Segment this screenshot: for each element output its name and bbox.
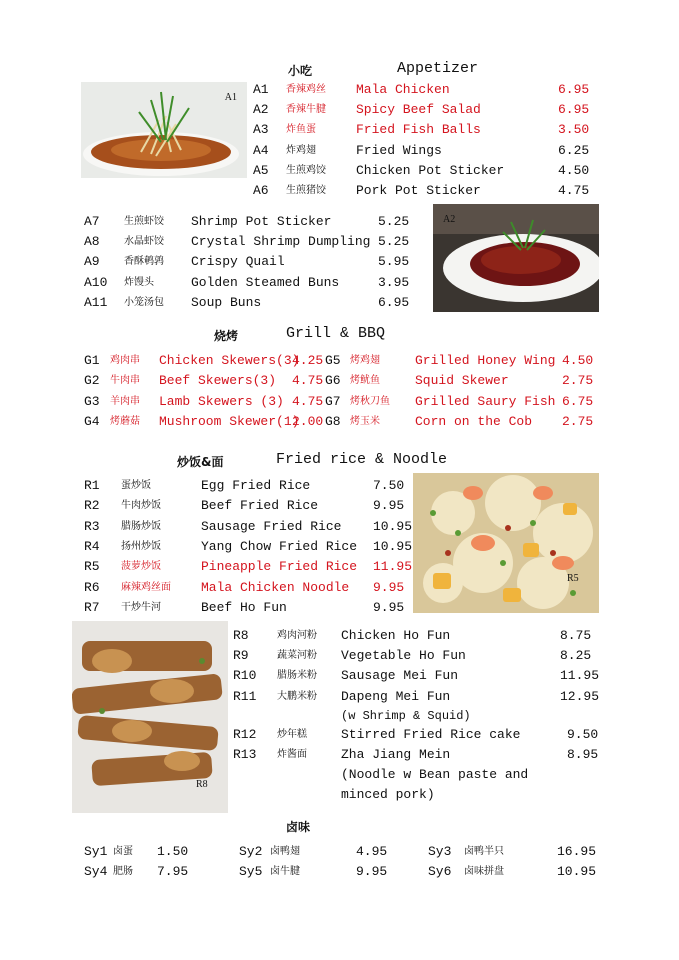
photo-a2	[433, 204, 599, 312]
item-price: 4.50	[558, 162, 590, 178]
item-name-zh: 烤秋刀鱼	[350, 395, 390, 407]
item-name-zh: 牛肉串	[110, 375, 140, 387]
item-name-en: Lamb Skewers (3)	[159, 393, 284, 409]
item-name-zh: 炸酱面	[277, 749, 307, 760]
item-price: 3.50	[558, 122, 590, 138]
item-code: R8	[233, 628, 249, 643]
item-name-en: Egg Fried Rice	[201, 478, 311, 493]
item-price: 2.75	[562, 413, 594, 429]
item-price: 11.95	[560, 668, 600, 684]
item-name-en: Mala Chicken	[356, 82, 450, 97]
item-name-zh: 蛋炒饭	[121, 480, 151, 491]
item-price: 9.95	[356, 864, 388, 879]
braised-title-zh: 卤味	[286, 820, 311, 834]
photo-r8	[72, 621, 228, 813]
item-name-en: Golden Steamed Buns	[191, 274, 340, 290]
item-price: 10.95	[373, 518, 413, 534]
photo-r5	[413, 473, 599, 613]
item-name-en: Fried Wings	[356, 142, 442, 158]
item-code: G5	[325, 353, 341, 368]
item-name-en: Mushroom Skewer(1)	[159, 413, 300, 429]
item-code: Sy4	[84, 864, 108, 879]
item-code: Sy5	[239, 864, 263, 879]
item-name-zh: 菠萝炒饭	[121, 561, 161, 573]
photo-r5-label: R5	[567, 573, 579, 584]
item-price: 4.75	[292, 373, 324, 389]
item-code: A5	[253, 162, 269, 178]
item-code: R2	[84, 498, 100, 514]
item-price: 3.95	[378, 274, 410, 290]
item-price: 4.95	[356, 844, 388, 859]
item-code: G3	[84, 393, 100, 409]
grill-title-zh: 烧烤	[214, 329, 239, 343]
item-name-zh: 卤鸭半只	[464, 846, 504, 857]
item-name-zh: 牛肉炒饭	[121, 500, 161, 512]
item-name-en: Beef Ho Fun	[201, 599, 287, 615]
item-code: R12	[233, 727, 257, 742]
item-price: 2.75	[562, 373, 594, 389]
item-name-zh: 生煎虾饺	[124, 216, 164, 227]
item-name-zh: 鸡肉串	[110, 355, 140, 366]
item-price: 4.25	[292, 353, 324, 368]
item-price: 10.95	[373, 538, 413, 554]
item-name-en: Stirred Fried Rice cake	[341, 727, 521, 742]
item-price: 5.25	[378, 234, 410, 250]
item-name-en: Spicy Beef Salad	[356, 102, 481, 118]
item-price: 9.95	[373, 599, 405, 615]
item-name-en: Corn on the Cob	[415, 413, 533, 429]
item-price: 2.00	[292, 413, 324, 429]
item-price: 8.95	[567, 747, 599, 762]
item-code: A9	[84, 254, 100, 270]
item-name-en: Shrimp Pot Sticker	[191, 214, 332, 229]
item-name-zh: 香酥鹌鹑	[124, 256, 164, 268]
item-code: R9	[233, 648, 249, 664]
appetizer-title-zh: 小吃	[288, 64, 313, 78]
item-code: A3	[253, 122, 269, 138]
item-name-en: Fried Fish Balls	[356, 122, 481, 138]
item-price: 4.50	[562, 353, 594, 368]
item-code: R13	[233, 747, 257, 762]
item-name-zh: 小笼汤包	[124, 296, 164, 308]
item-price: 8.25	[560, 648, 592, 664]
item-price: 6.75	[562, 393, 594, 409]
item-code: Sy2	[239, 844, 263, 859]
photo-a2-label: A2	[443, 214, 456, 225]
item-code: A10	[84, 274, 108, 290]
item-code: R11	[233, 688, 257, 704]
item-price: 6.25	[558, 142, 590, 158]
item-name-zh: 干炒牛河	[121, 601, 161, 613]
item-name-zh: 卤鸭翅	[270, 846, 300, 857]
item-code: R4	[84, 538, 100, 554]
item-name-zh: 香辣鸡丝	[286, 84, 326, 95]
photo-a1	[81, 82, 247, 178]
item-price: 7.95	[157, 864, 189, 879]
item-name-en: Pork Pot Sticker	[356, 183, 481, 198]
item-name-zh: 大鹏米粉	[277, 690, 317, 702]
r13-note-2: minced pork)	[341, 787, 435, 802]
photo-r8-label: R8	[196, 779, 208, 790]
item-name-zh: 烤蘑菇	[110, 415, 140, 427]
item-code: G4	[84, 413, 100, 429]
item-price: 8.75	[560, 628, 592, 643]
item-name-zh: 肥肠	[113, 866, 133, 877]
item-name-zh: 水晶虾饺	[124, 236, 164, 248]
item-name-zh: 羊肉串	[110, 395, 140, 407]
item-code: A11	[84, 294, 108, 310]
item-code: R1	[84, 478, 100, 493]
item-code: R3	[84, 518, 100, 534]
item-name-en: Vegetable Ho Fun	[341, 648, 466, 664]
item-name-en: Chicken Pot Sticker	[356, 162, 505, 178]
item-price: 11.95	[373, 559, 413, 575]
item-code: R7	[84, 599, 100, 615]
item-price: 9.95	[373, 498, 405, 514]
item-code: A7	[84, 214, 100, 229]
rice-title-zh: 炒饭&面	[177, 455, 224, 469]
item-code: A4	[253, 142, 269, 158]
item-price: 12.95	[560, 688, 600, 704]
item-name-en: Soup Buns	[191, 294, 262, 310]
grill-title-en: Grill & BBQ	[286, 325, 386, 342]
item-name-zh: 扬州炒饭	[121, 540, 161, 552]
item-name-en: Chicken Ho Fun	[341, 628, 451, 643]
item-name-zh: 腊肠米粉	[277, 670, 317, 682]
r13-note-1: (Noodle w Bean paste and	[341, 767, 529, 782]
item-name-en: Sausage Fried Rice	[201, 518, 342, 534]
item-code: A1	[253, 82, 269, 97]
item-code: A2	[253, 102, 269, 118]
item-name-zh: 生煎鸡饺	[286, 164, 326, 176]
appetizer-title-en: Appetizer	[397, 60, 479, 77]
item-name-zh: 生煎猪饺	[286, 185, 326, 196]
item-price: 6.95	[558, 82, 590, 97]
item-name-en: Grilled Saury Fish	[415, 393, 556, 409]
item-name-en: Chicken Skewers(3)	[159, 353, 300, 368]
item-name-zh: 烤鱿鱼	[350, 375, 380, 387]
item-name-en: Dapeng Mei Fun	[341, 688, 451, 704]
rice-title-en: Fried rice & Noodle	[276, 451, 448, 468]
item-price: 1.50	[157, 844, 189, 859]
item-code: Sy3	[428, 844, 452, 859]
item-name-zh: 烤玉米	[350, 415, 380, 427]
item-name-en: Grilled Honey Wing	[415, 353, 556, 368]
item-name-zh: 蔬菜河粉	[277, 650, 317, 662]
item-code: A6	[253, 183, 269, 198]
photo-a1-label: A1	[224, 92, 237, 103]
item-code: A8	[84, 234, 100, 250]
item-price: 4.75	[292, 393, 324, 409]
item-price: 9.95	[373, 579, 405, 595]
item-name-zh: 炒年糕	[277, 729, 307, 740]
item-name-en: Beef Skewers(3)	[159, 373, 277, 389]
item-code: G6	[325, 373, 341, 389]
item-name-en: Squid Skewer	[415, 373, 509, 389]
item-name-zh: 香辣牛腱	[286, 104, 326, 116]
item-name-zh: 炸鸡翅	[286, 144, 316, 156]
item-code: Sy6	[428, 864, 452, 879]
item-name-zh: 鸡肉河粉	[277, 630, 317, 641]
item-name-en: Crystal Shrimp Dumpling	[191, 234, 371, 250]
item-code: G2	[84, 373, 100, 389]
item-code: G1	[84, 353, 100, 368]
item-name-zh: 卤蛋	[113, 846, 133, 857]
item-name-zh: 炸鱼蛋	[286, 124, 316, 136]
item-name-en: Mala Chicken Noodle	[201, 579, 350, 595]
item-name-en: Zha Jiang Mein	[341, 747, 451, 762]
item-price: 5.95	[378, 254, 410, 270]
item-name-en: Pineapple Fried Rice	[201, 559, 358, 575]
item-price: 9.50	[567, 727, 599, 742]
item-price: 16.95	[557, 844, 597, 859]
item-price: 7.50	[373, 478, 405, 493]
item-price: 4.75	[558, 183, 590, 198]
item-name-zh: 麻辣鸡丝面	[121, 581, 171, 593]
item-name-zh: 卤味拼盘	[464, 866, 504, 877]
item-price: 10.95	[557, 864, 597, 879]
item-code: G7	[325, 393, 341, 409]
item-code: Sy1	[84, 844, 108, 859]
item-name-zh: 烤鸡翅	[350, 355, 380, 366]
item-price: 5.25	[378, 214, 410, 229]
item-name-zh: 腊肠炒饭	[121, 520, 161, 532]
item-code: R6	[84, 579, 100, 595]
item-name-en: Beef Fried Rice	[201, 498, 319, 514]
item-price: 6.95	[558, 102, 590, 118]
item-price: 6.95	[378, 294, 410, 310]
r11-note: (w Shrimp & Squid)	[341, 709, 471, 723]
item-name-zh: 炸馒头	[124, 276, 154, 288]
item-name-zh: 卤牛腱	[270, 866, 300, 877]
item-name-en: Yang Chow Fried Rice	[201, 538, 358, 554]
item-code: R10	[233, 668, 257, 684]
item-code: G8	[325, 413, 341, 429]
item-name-en: Sausage Mei Fun	[341, 668, 459, 684]
item-code: R5	[84, 559, 100, 575]
item-name-en: Crispy Quail	[191, 254, 285, 270]
